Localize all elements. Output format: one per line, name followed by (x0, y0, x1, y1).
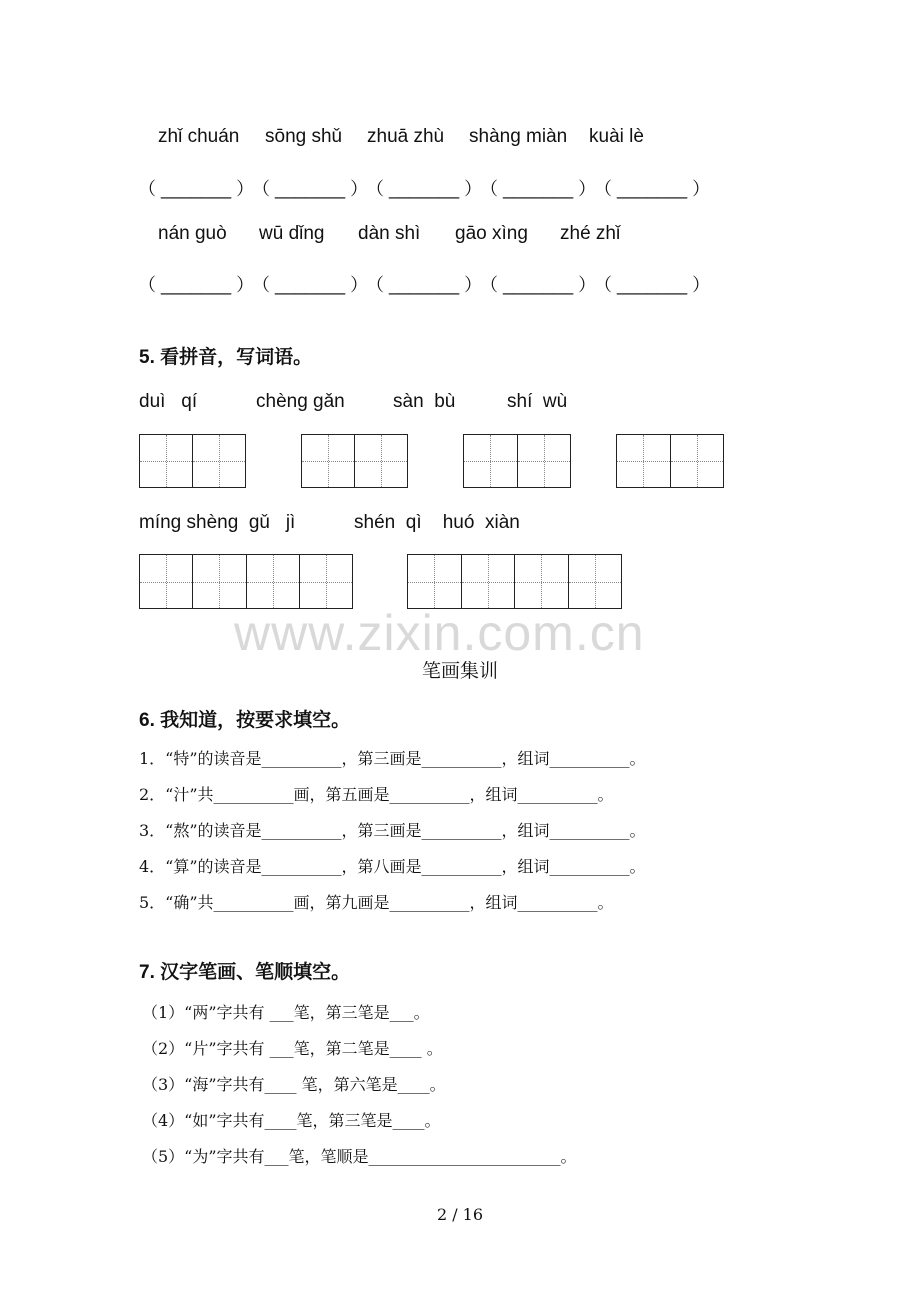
answer-blank[interactable]: （ _______ ） (480, 179, 597, 199)
question-line: 5．“确”共__________画，第九画是__________，组词__________。 (139, 893, 614, 912)
section-title: 笔画集训 (421, 661, 498, 682)
answer-blank[interactable]: （ _______ ） (138, 179, 255, 199)
question-line: （4）“如”字共有____笔，第三笔是____。 (142, 1111, 441, 1130)
exercise-7-title: 7. 汉字笔画、笔顺填空。 (139, 962, 351, 983)
pinyin-item: dàn shì (358, 223, 421, 244)
pinyin-item: nán guò (158, 223, 227, 244)
writing-grid[interactable] (301, 434, 408, 488)
pinyin-item: sàn bù (393, 391, 456, 412)
pinyin-item: gāo xìng (455, 223, 528, 244)
pinyin-item: chèng gǎn (256, 391, 345, 412)
page-number: 2 / 16 (436, 1205, 484, 1224)
question-line: （3）“海”字共有____ 笔，第六笔是____。 (142, 1075, 446, 1094)
pinyin-item: shàng miàn (469, 126, 568, 147)
question-line: 3．“熬”的读音是__________，第三画是__________，组词__________。 (139, 821, 646, 840)
pinyin-item: kuài lè (589, 126, 644, 147)
question-line: 4．“算”的读音是__________，第八画是__________，组词__________。 (139, 857, 646, 876)
writing-grid[interactable] (139, 554, 353, 609)
question-line: （2）“片”字共有 ___笔，第二笔是____ 。 (142, 1039, 443, 1058)
answer-blank[interactable]: （ _______ ） (594, 275, 711, 295)
exercise-5-title: 5. 看拼音，写词语。 (139, 347, 313, 368)
answer-blank[interactable]: （ _______ ） (366, 179, 483, 199)
answer-blank[interactable]: （ _______ ） (480, 275, 597, 295)
answer-blank[interactable]: （ _______ ） (594, 179, 711, 199)
pinyin-item: wū dǐng (259, 223, 325, 244)
pinyin-item: sōng shǔ (265, 126, 343, 147)
question-line: （1）“两”字共有 ___笔，第三笔是___。 (142, 1003, 430, 1022)
writing-grid[interactable] (616, 434, 724, 488)
writing-grid[interactable] (463, 434, 571, 488)
question-line: 2．“汁”共__________画，第五画是__________，组词__________。 (139, 785, 614, 804)
pinyin-item: duì qí (139, 391, 198, 412)
answer-blank[interactable]: （ _______ ） (366, 275, 483, 295)
pinyin-item: shén qì huó xiàn (354, 512, 520, 533)
pinyin-item: zhǐ chuán (158, 126, 240, 147)
exercise-6-title: 6. 我知道，按要求填空。 (139, 710, 351, 731)
question-line: 1．“特”的读音是__________，第三画是__________，组词__________。 (139, 749, 646, 768)
pinyin-item: zhuā zhù (367, 126, 445, 147)
pinyin-item: zhé zhǐ (560, 223, 621, 244)
answer-blank[interactable]: （ _______ ） (138, 275, 255, 295)
pinyin-item: míng shèng gǔ jì (139, 512, 296, 533)
writing-grid[interactable] (139, 434, 246, 488)
pinyin-item: shí wù (507, 391, 568, 412)
answer-blank[interactable]: （ _______ ） (252, 179, 369, 199)
writing-grid[interactable] (407, 554, 622, 609)
question-line: （5）“为”字共有___笔，笔顺是________________________。 (142, 1147, 577, 1166)
answer-blank[interactable]: （ _______ ） (252, 275, 369, 295)
watermark: www.zixin.com.cn (234, 605, 645, 661)
